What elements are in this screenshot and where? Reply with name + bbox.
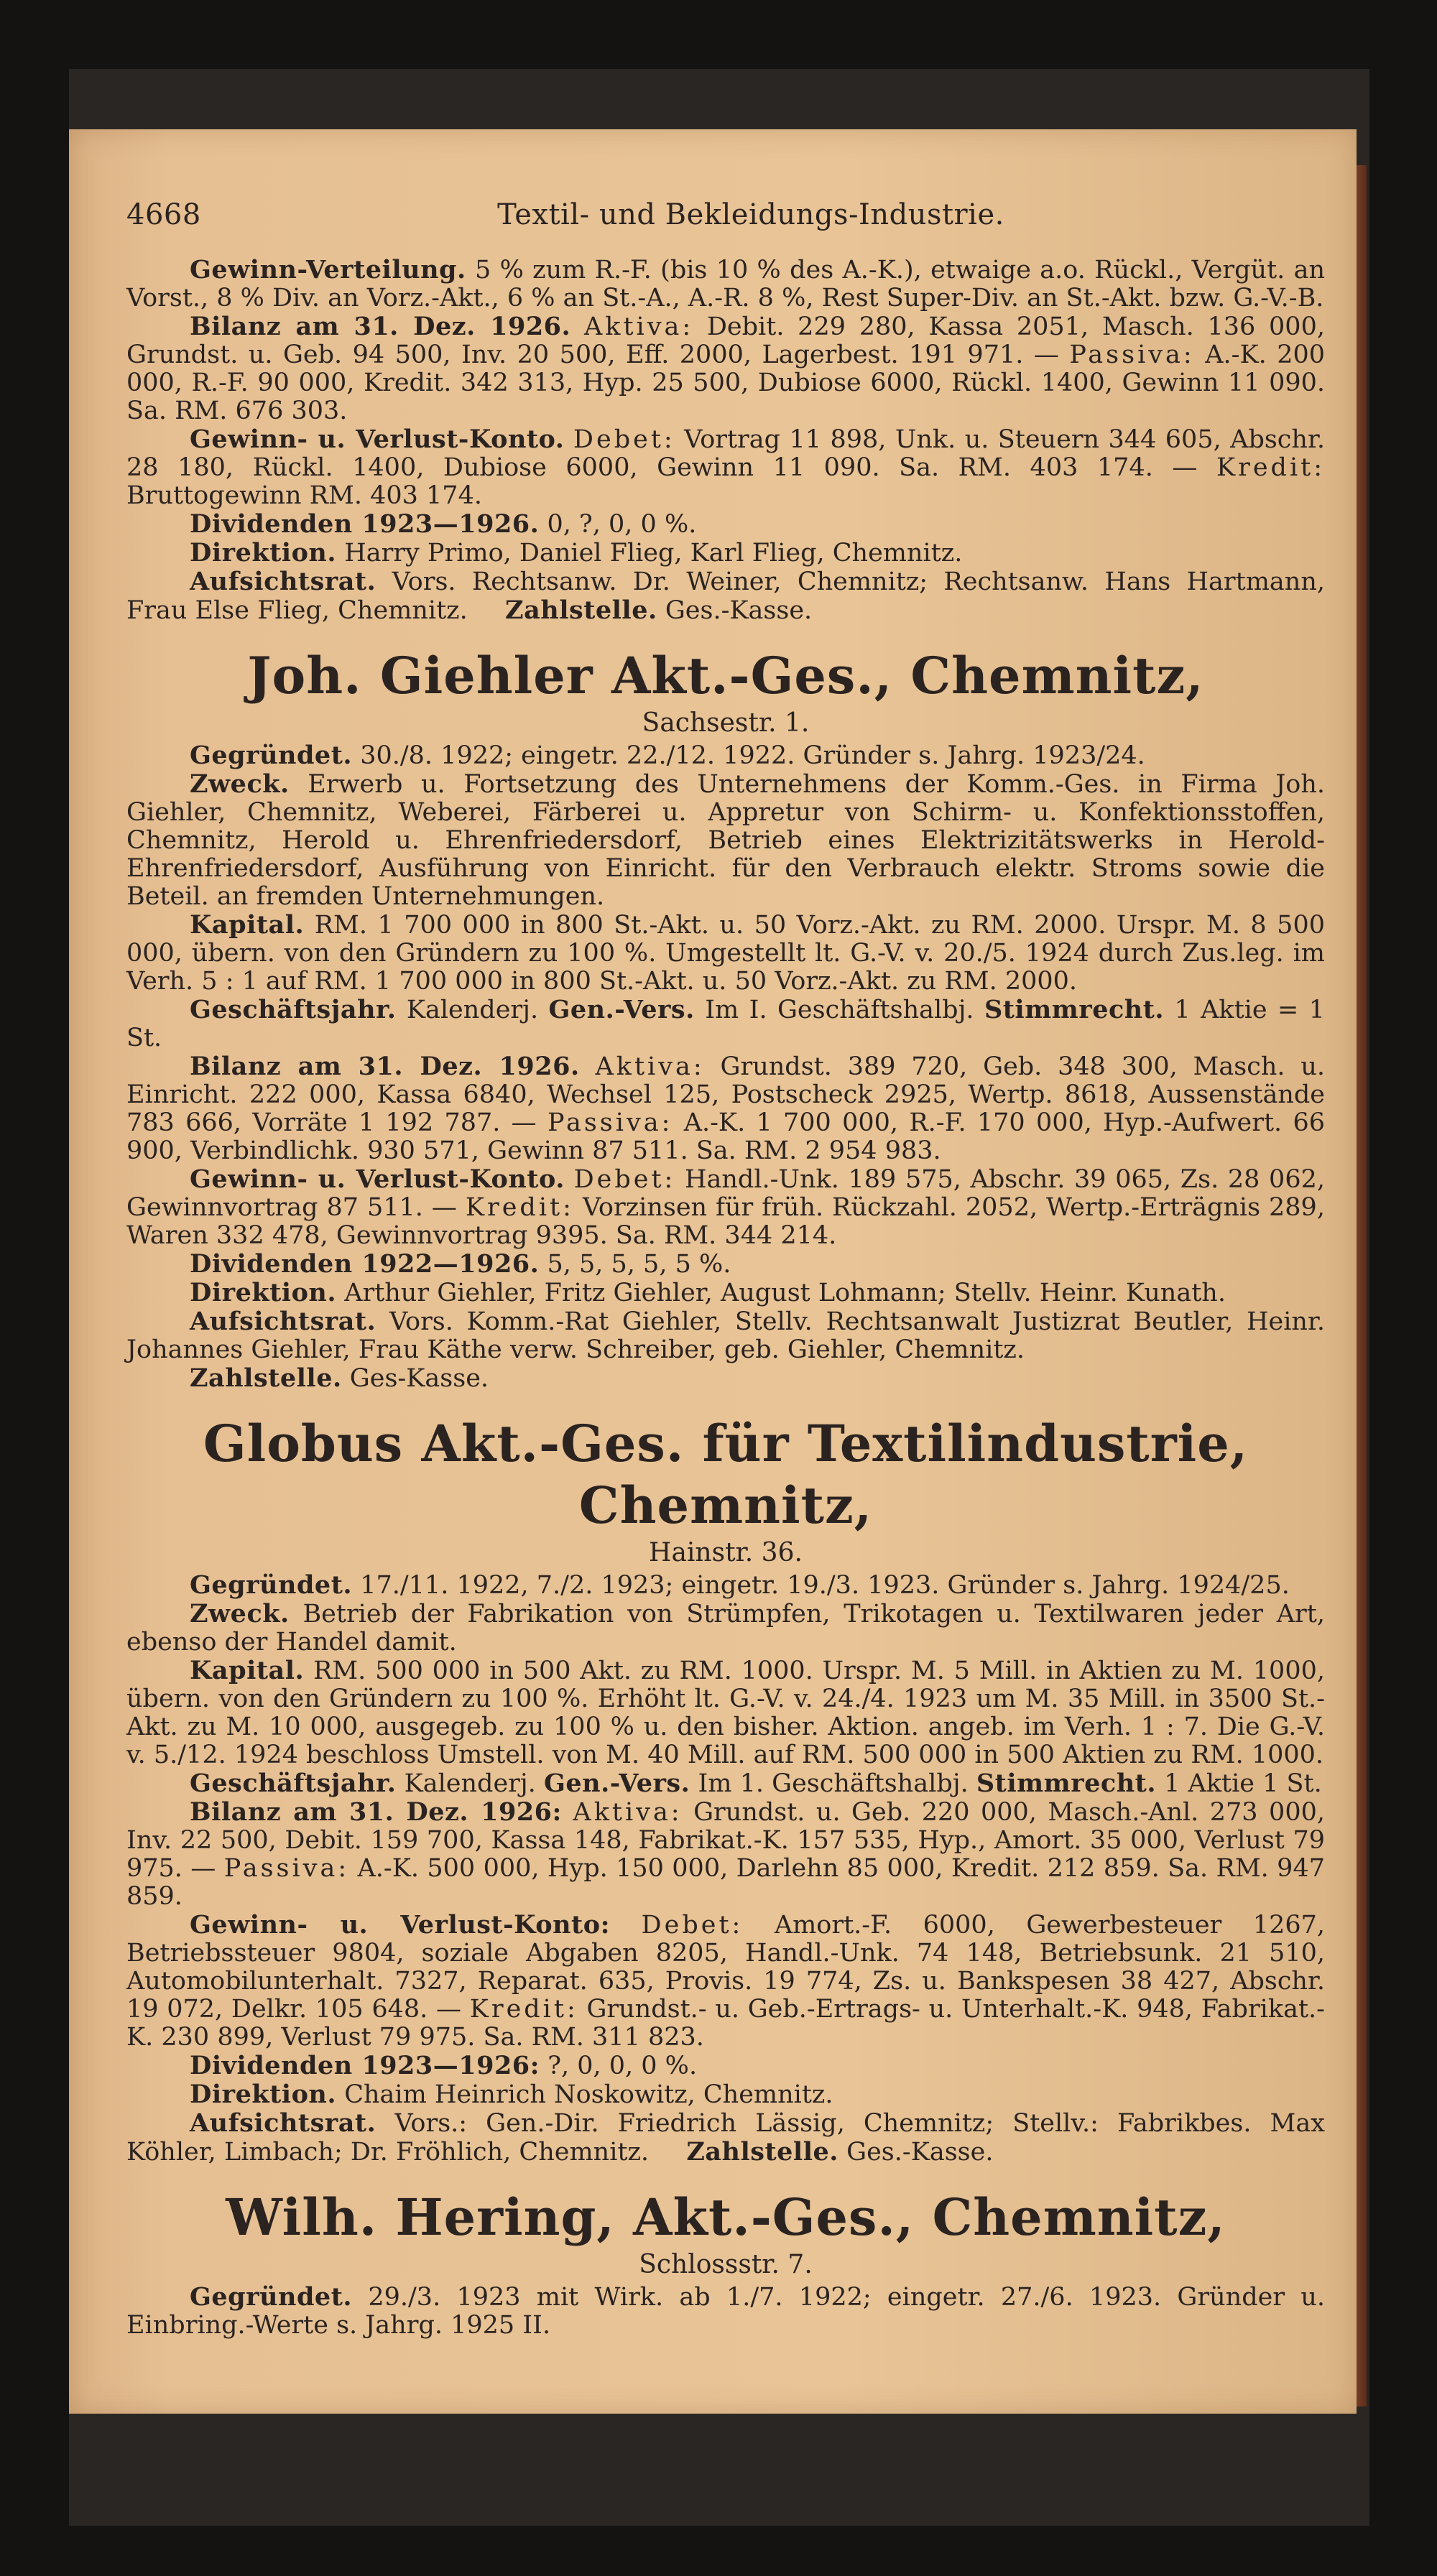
gewinn-verlust-konto (126, 1165, 1325, 1250)
running-head (126, 198, 1325, 256)
entry-previous-company (126, 256, 1325, 625)
label: Gegründet. (190, 741, 353, 770)
label: Gegründet. (190, 2282, 353, 2312)
text: Vors.: Gen.-Dir. Friedrich Lässig, Chemnitz; Stellv.: Fabrikbes. Max Köhler, Limbach; Dr. Fröhlich, Chemnitz. (126, 2109, 1325, 2167)
label: Kapital. (190, 1656, 305, 1685)
aufsichtsrat (126, 1307, 1325, 1364)
company-address: Schlossstr. 7. (639, 2250, 813, 2279)
zweck (126, 1600, 1325, 1657)
gewinn-verlust-konto (126, 1911, 1325, 2052)
passiva-label: Passiva: (1069, 340, 1195, 369)
zahlstelle (126, 1364, 1325, 1393)
text: 5, 5, 5, 5, 5 %. (547, 1250, 731, 1279)
label: Gewinn- u. Verlust-Konto. (190, 425, 565, 454)
label: Geschäftsjahr. (190, 995, 397, 1024)
text: 5 % zum R.-F. (bis 10 % des A.-K.), etwaige a.o. Rückl., Vergüt. an Vorst., 8 % Div. an Vorz.-Akt., 6 % an St.-A., A.-R. 8 %, Rest Super-Div. an St.-Akt. bzw. G.-V.-B. (126, 256, 1325, 312)
company-address: Hainstr. 36. (649, 1538, 803, 1567)
dividenden (126, 1250, 1325, 1279)
stimmrecht-text: 1 Aktie 1 St. (1164, 1769, 1322, 1798)
zahlstelle-label: Zahlstelle. (686, 2137, 838, 2167)
kapital (126, 1657, 1325, 1769)
gegruendet (126, 1571, 1325, 1600)
label: Bilanz am 31. Dez. 1926: (190, 1797, 562, 1827)
text: 29./3. 1923 mit Wirk. ab 1./7. 1922; eingetr. 27./6. 1923. Gründer u. Einbring.-Werte s. Jahrg. 1925 II. (126, 2283, 1325, 2340)
kredit-text: Bruttogewinn RM. 403 174. (126, 481, 482, 510)
text: Arthur Giehler, Fritz Giehler, August Lohmann; Stellv. Heinr. Kunath. (344, 1279, 1226, 1307)
gegruendet (126, 2283, 1325, 2340)
book-page (69, 129, 1357, 2414)
bilanz (126, 1052, 1325, 1165)
company-title: Wilh. Hering, Akt.-Ges., Chemnitz, (226, 2187, 1226, 2247)
aktiva-label: Aktiva: (573, 1798, 683, 1827)
label: Zahlstelle. (190, 1363, 342, 1393)
label: Dividenden 1922—1926. (190, 1249, 540, 1279)
company-address: Sachsestr. 1. (642, 708, 810, 738)
debet-text: Vortrag 11 898, Unk. u. Steuern 344 605, Abschr. 28 180, Rückl. 1400, Dubiose 6000, Gewinn 11 090. Sa. RM. 403 174. — (126, 425, 1325, 482)
label: Kapital. (190, 910, 305, 940)
text: Vors. Komm.-Rat Giehler, Stellv. Rechtsanwalt Justizrat Beutler, Heinr. Johannes Giehler, Frau Käthe verw. Schreiber, geb. Giehler, Chemnitz. (126, 1307, 1325, 1364)
debet-label: Debet: (641, 1911, 744, 1940)
kredit-label: Kredit: (1216, 453, 1325, 482)
text: 30./8. 1922; eingetr. 22./12. 1922. Gründer s. Jahrg. 1923/24. (360, 741, 1145, 770)
aufsichtsrat (126, 2109, 1325, 2167)
entry-hering (126, 2187, 1325, 2340)
text: Ges-Kasse. (349, 1364, 489, 1393)
label: Aufsichtsrat. (190, 2108, 376, 2138)
label: Dividenden 1923—1926: (190, 2051, 540, 2080)
label: Geschäftsjahr. (190, 1769, 397, 1798)
passiva-text: A.-K. 200 000, R.-F. 90 000, Kredit. 342 313, Hyp. 25 500, Dubiose 6000, Rückl. 1400, Gewinn 11 090. Sa. RM. 676 303. (126, 340, 1325, 425)
aktiva-text: Grundst. 389 720, Geb. 348 300, Masch. u. Einricht. 222 000, Kassa 6840, Wechsel 125, Postscheck 2925, Wertp. 8618, Aussenstände 783 666, Vorräte 1 192 787. — (126, 1052, 1325, 1137)
company-title: Joh. Giehler Akt.-Ges., Chemnitz, (247, 646, 1204, 705)
label: Gewinn-Verteilung. (190, 255, 466, 284)
passiva-text: A.-K. 500 000, Hyp. 150 000, Darlehn 85 000, Kredit. 212 859. Sa. RM. 947 859. (126, 1854, 1325, 1911)
kredit-text: Grundst.- u. Geb.-Ertrags- u. Unterhalt.-K. 948, Fabrikat.-K. 230 899, Verlust 79 975. Sa. RM. 311 823. (126, 1995, 1325, 2052)
passiva-label: Passiva: (547, 1108, 673, 1137)
aufsichtsrat (126, 567, 1325, 625)
zahlstelle-text: Ges.-Kasse. (846, 2138, 994, 2167)
company-title: Globus Akt.-Ges. für Textilindustrie, Chemnitz, (203, 1414, 1249, 1535)
zahlstelle-label: Zahlstelle. (505, 596, 657, 625)
passiva-label: Passiva: (223, 1854, 350, 1883)
genvers-label: Gen.-Vers. (544, 1769, 690, 1798)
debet-label: Debet: (573, 1165, 676, 1194)
dividenden (126, 2052, 1325, 2080)
aktiva-text: Grundst. u. Geb. 220 000, Masch.-Anl. 273 000, Inv. 22 500, Debit. 159 700, Kassa 148, Fabrikat.-K. 157 535, Hyp., Amort. 35 000, Verlust 79 975. — (126, 1798, 1325, 1883)
genvers-text: Im 1. Geschäftshalbj. (698, 1769, 969, 1798)
text: Betrieb der Fabrikation von Strümpfen, Trikotagen u. Textilwaren jeder Art, ebenso der Handel damit. (126, 1600, 1325, 1657)
gewinn-verlust-konto (126, 425, 1325, 510)
page-number: 4668 (126, 198, 201, 231)
page-content (126, 198, 1325, 2340)
aktiva-label: Aktiva: (583, 312, 694, 341)
label: Gegründet. (190, 1570, 353, 1600)
gegruendet (126, 741, 1325, 770)
label: Aufsichtsrat. (190, 567, 376, 596)
zweck (126, 770, 1325, 911)
label: Zweck. (190, 1599, 290, 1628)
text: 17./11. 1922, 7./2. 1923; eingetr. 19./3. 1923. Gründer s. Jahrg. 1924/25. (360, 1571, 1290, 1600)
genvers-text: Im I. Geschäftshalbj. (705, 996, 974, 1024)
text: Chaim Heinrich Noskowitz, Chemnitz. (344, 2080, 833, 2109)
label: Aufsichtsrat. (190, 1307, 376, 1336)
text: Kalenderj. (404, 1769, 536, 1798)
text: 0, ?, 0, 0 %. (547, 510, 697, 539)
dividenden (126, 510, 1325, 539)
text: Kalenderj. (406, 996, 539, 1024)
debet-text: Amort.-F. 6000, Gewerbesteuer 1267, Betriebssteuer 9804, soziale Abgaben 8205, Handl.-Unk. 74 148, Betriebsunk. 21 510, Automobilunterhalt. 7327, Reparat. 635, Provis. 19 774, Zs. u. Bankspesen 38 427, Abschr. 19 072, Delkr. 105 648. — (126, 1911, 1325, 2024)
entry-globus (126, 1413, 1325, 2167)
aktiva-label: Aktiva: (595, 1052, 705, 1081)
kredit-text: Vorzinsen für früh. Rückzahl. 2052, Wertp.-Erträgnis 289, Waren 332 478, Gewinnvortrag 9395. Sa. RM. 344 214. (126, 1193, 1325, 1250)
text: ?, 0, 0, 0 %. (547, 2052, 698, 2080)
label: Direktion. (190, 538, 337, 567)
direktion (126, 539, 1325, 567)
label: Bilanz am 31. Dez. 1926. (190, 1052, 580, 1081)
text: Harry Primo, Daniel Flieg, Karl Flieg, Chemnitz. (344, 539, 963, 567)
bilanz (126, 312, 1325, 425)
kapital (126, 911, 1325, 996)
label: Dividenden 1923—1926. (190, 509, 540, 539)
debet-label: Debet: (573, 425, 675, 454)
text: RM. 500 000 in 500 Akt. zu RM. 1000. Urspr. M. 5 Mill. in Aktien zu M. 1000, übern. von den Gründern zu 100 %. Erhöht lt. G.-V. v. 24./4. 1923 um M. 35 Mill. in 3500 St.-Akt. zu M. 10 000, ausgegeb. zu 100 % u. den bisher. Aktion. angeb. im Verh. 1 : 7. Die G.-V. v. 5./12. 1924 beschloss Umstell. von M. 40 Mill. auf RM. 500 000 in 500 Aktien zu RM. 1000. (126, 1657, 1325, 1769)
gewinn-verteilung (126, 256, 1325, 312)
entry-giehler (126, 645, 1325, 1393)
debet-text: Handl.-Unk. 189 575, Abschr. 39 065, Zs. 28 062, Gewinnvortrag 87 511. — (126, 1165, 1325, 1222)
aktiva-text: Debit. 229 280, Kassa 2051, Masch. 136 000, Grundst. u. Geb. 94 500, Inv. 20 500, Eff. 2000, Lagerbest. 191 971. — (126, 312, 1325, 369)
text: RM. 1 700 000 in 800 St.-Akt. u. 50 Vorz.-Akt. zu RM. 2000. Urspr. M. 8 500 000, übern. von den Gründern zu 100 %. Umgestellt lt. G.-V. v. 20./5. 1924 durch Zus.leg. im Verh. 5 : 1 auf RM. 1 700 000 in 800 St.-Akt. u. 50 Vorz.-Akt. zu RM. 2000. (126, 911, 1325, 996)
label: Zweck. (190, 769, 290, 799)
label: Direktion. (190, 2080, 337, 2109)
text: Erwerb u. Fortsetzung des Unternehmens der Komm.-Ges. in Firma Joh. Giehler, Chemnitz, Weberei, Färberei u. Appretur von Schirm- u. Konfektionsstoffen, Chemnitz, Herold u. Ehrenfriedersdorf, Betrieb eines Elektrizitätswerks in Herold-Ehrenfriedersdorf, Ausführung von Einricht. für den Verbrauch elektr. Stroms sowie die Beteil. an fremden Unternehmungen. (126, 770, 1325, 911)
stimmrecht-text: 1 Aktie = 1 St. (126, 996, 1325, 1052)
direktion (126, 1279, 1325, 1307)
text: Vors. Rechtsanw. Dr. Weiner, Chemnitz; Rechtsanw. Hans Hartmann, Frau Else Flieg, Chemnitz. (126, 567, 1325, 625)
kredit-label: Kredit: (469, 1995, 578, 2024)
stimmrecht-label: Stimmrecht. (984, 995, 1165, 1024)
direktion (126, 2080, 1325, 2109)
genvers-label: Gen.-Vers. (548, 995, 695, 1024)
label: Gewinn- u. Verlust-Konto: (190, 1910, 610, 1940)
zahlstelle-text: Ges.-Kasse. (665, 596, 813, 625)
geschaeftsjahr (126, 996, 1325, 1052)
kredit-label: Kredit: (465, 1193, 574, 1222)
label: Bilanz am 31. Dez. 1926. (190, 312, 571, 341)
passiva-text: A.-K. 1 700 000, R.-F. 170 000, Hyp.-Aufwert. 66 900, Verbindlichk. 930 571, Gewinn 87 511. Sa. RM. 2 954 983. (126, 1108, 1326, 1165)
label: Gewinn- u. Verlust-Konto. (190, 1164, 565, 1194)
label: Direktion. (190, 1278, 337, 1307)
geschaeftsjahr (126, 1769, 1325, 1798)
stimmrecht-label: Stimmrecht. (976, 1769, 1157, 1798)
bilanz (126, 1798, 1325, 1911)
section-title: Textil- und Bekleidungs-Industrie. (497, 198, 1004, 231)
